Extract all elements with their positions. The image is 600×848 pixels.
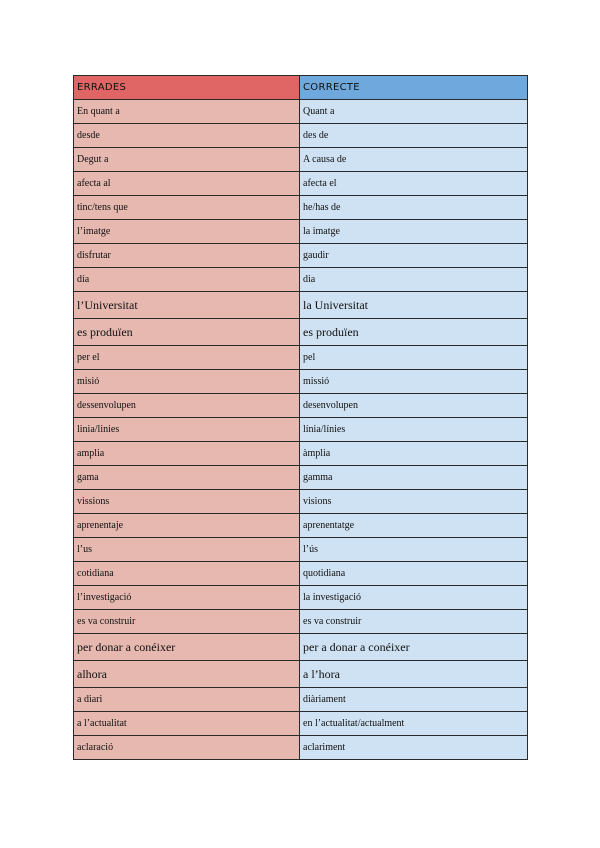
header-correct: CORRECTE <box>300 76 528 100</box>
table-row <box>74 319 528 346</box>
table-row <box>74 562 528 586</box>
cell-correct: aprenentatge <box>300 514 528 538</box>
cell-wrong: dessenvolupen <box>74 394 300 418</box>
table-row <box>74 418 528 442</box>
cell-correct: quotidiana <box>300 562 528 586</box>
cell-wrong: cotidiana <box>74 562 300 586</box>
table-row <box>74 292 528 319</box>
cell-wrong: a diari <box>74 688 300 712</box>
corrections-table <box>73 75 528 760</box>
cell-correct: l’ús <box>300 538 528 562</box>
cell-correct: la imatge <box>300 220 528 244</box>
cell-correct: dia <box>300 268 528 292</box>
table-body <box>74 100 528 760</box>
cell-wrong: aprenentaje <box>74 514 300 538</box>
cell-wrong: per el <box>74 346 300 370</box>
cell-wrong: amplia <box>74 442 300 466</box>
cell-correct: es va construir <box>300 610 528 634</box>
table-row <box>74 688 528 712</box>
cell-correct: visions <box>300 490 528 514</box>
cell-wrong: misió <box>74 370 300 394</box>
cell-correct: gaudir <box>300 244 528 268</box>
cell-wrong: per donar a conéixer <box>74 634 300 661</box>
cell-wrong: linia/linies <box>74 418 300 442</box>
table-row <box>74 124 528 148</box>
table-row <box>74 736 528 760</box>
cell-wrong: En quant a <box>74 100 300 124</box>
table-row <box>74 442 528 466</box>
cell-correct: la Universitat <box>300 292 528 319</box>
table-row <box>74 634 528 661</box>
table-row <box>74 712 528 736</box>
table-row <box>74 196 528 220</box>
cell-correct: A causa de <box>300 148 528 172</box>
table-row <box>74 370 528 394</box>
cell-correct: Quant a <box>300 100 528 124</box>
table-row <box>74 268 528 292</box>
table-row <box>74 610 528 634</box>
cell-wrong: tinc/tens que <box>74 196 300 220</box>
table-row <box>74 538 528 562</box>
cell-correct: gamma <box>300 466 528 490</box>
table-row <box>74 661 528 688</box>
cell-wrong: Degut a <box>74 148 300 172</box>
cell-correct: missió <box>300 370 528 394</box>
cell-wrong: l’us <box>74 538 300 562</box>
cell-correct: àmplia <box>300 442 528 466</box>
cell-wrong: gama <box>74 466 300 490</box>
cell-wrong: l’Universitat <box>74 292 300 319</box>
cell-correct: per a donar a conéixer <box>300 634 528 661</box>
cell-correct: línia/línies <box>300 418 528 442</box>
cell-correct: a l’hora <box>300 661 528 688</box>
table-header-row <box>74 76 528 100</box>
table-row <box>74 220 528 244</box>
table-row <box>74 394 528 418</box>
cell-wrong: día <box>74 268 300 292</box>
table-row <box>74 490 528 514</box>
cell-wrong: es produïen <box>74 319 300 346</box>
cell-correct: afecta el <box>300 172 528 196</box>
table-row <box>74 466 528 490</box>
cell-correct: des de <box>300 124 528 148</box>
cell-correct: desenvolupen <box>300 394 528 418</box>
table-row <box>74 514 528 538</box>
table-row <box>74 346 528 370</box>
table-row <box>74 100 528 124</box>
cell-wrong: aclaració <box>74 736 300 760</box>
table-row <box>74 586 528 610</box>
table-row <box>74 148 528 172</box>
cell-wrong: disfrutar <box>74 244 300 268</box>
header-wrong: ERRADES <box>74 76 300 100</box>
table-row <box>74 244 528 268</box>
cell-wrong: es va construir <box>74 610 300 634</box>
cell-correct: es produïen <box>300 319 528 346</box>
cell-wrong: desde <box>74 124 300 148</box>
cell-correct: aclariment <box>300 736 528 760</box>
cell-wrong: vissions <box>74 490 300 514</box>
cell-wrong: afecta al <box>74 172 300 196</box>
cell-wrong: a l’actualitat <box>74 712 300 736</box>
cell-correct: pel <box>300 346 528 370</box>
cell-correct: diàriament <box>300 688 528 712</box>
cell-wrong: l’imatge <box>74 220 300 244</box>
cell-correct: la investigació <box>300 586 528 610</box>
cell-correct: en l’actualitat/actualment <box>300 712 528 736</box>
table-row <box>74 172 528 196</box>
cell-correct: he/has de <box>300 196 528 220</box>
cell-wrong: l’investigació <box>74 586 300 610</box>
cell-wrong: alhora <box>74 661 300 688</box>
